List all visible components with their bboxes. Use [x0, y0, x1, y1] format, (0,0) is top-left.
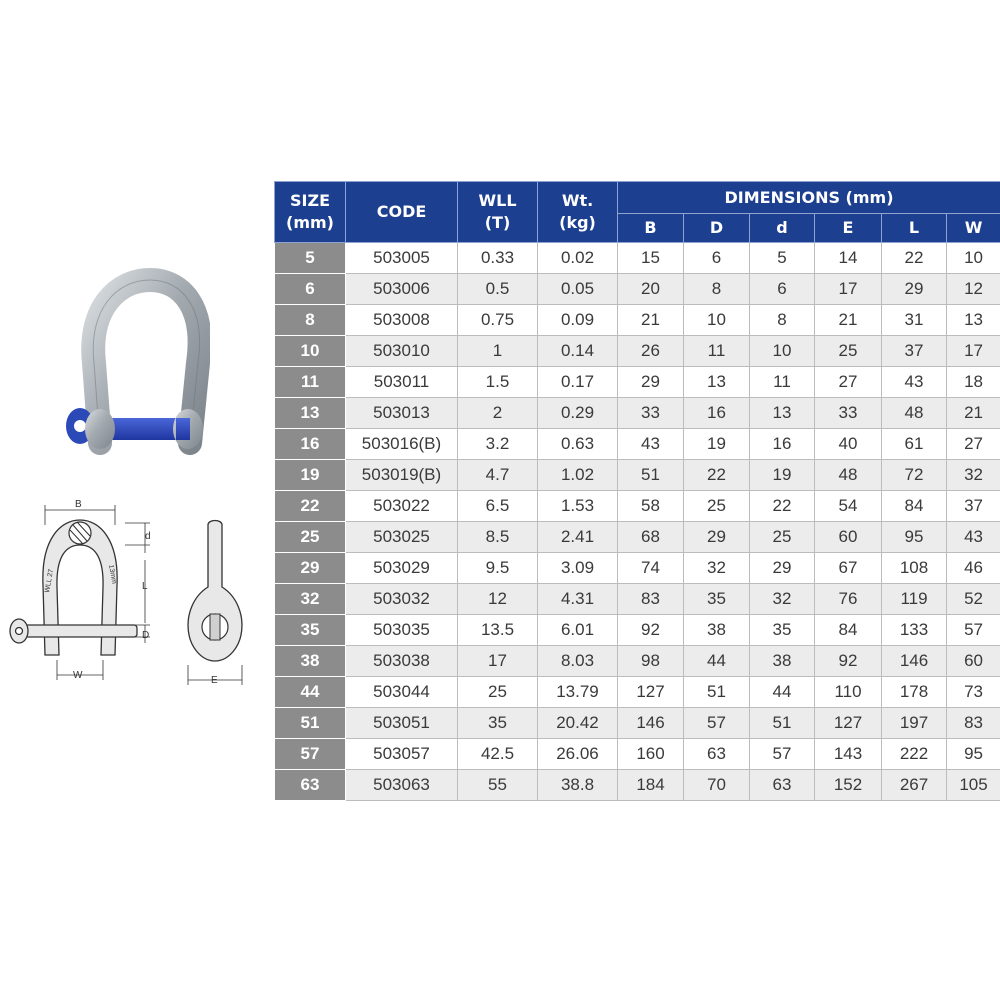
- table-row: [275, 429, 1000, 460]
- cell-size: 8: [275, 305, 346, 336]
- cell-d: 57: [750, 739, 815, 770]
- cell-b: 68: [618, 522, 684, 553]
- dim-w-label: W: [73, 670, 83, 681]
- cell-wt: 0.29: [538, 398, 618, 429]
- cell-b: 74: [618, 553, 684, 584]
- cell-l: 29: [882, 274, 947, 305]
- cell-code: 503011: [346, 367, 458, 398]
- cell-l: 146: [882, 646, 947, 677]
- cell-b: 184: [618, 770, 684, 801]
- dim-l-label: L: [142, 581, 148, 592]
- header-weight: Wt. (kg): [538, 182, 618, 243]
- header-dim-d: d: [750, 214, 815, 243]
- table-row: [275, 336, 1000, 367]
- header-code: CODE: [346, 182, 458, 243]
- cell-b: 58: [618, 491, 684, 522]
- cell-D: 10: [684, 305, 750, 336]
- stamp-size: 13mm: [107, 564, 118, 585]
- cell-e: 33: [815, 398, 882, 429]
- cell-b: 15: [618, 243, 684, 274]
- cell-w: 37: [947, 491, 1000, 522]
- cell-b: 160: [618, 739, 684, 770]
- cell-b: 26: [618, 336, 684, 367]
- cell-d: 63: [750, 770, 815, 801]
- cell-size: 22: [275, 491, 346, 522]
- table-row: [275, 770, 1000, 801]
- cell-D: 63: [684, 739, 750, 770]
- cell-w: 46: [947, 553, 1000, 584]
- cell-e: 67: [815, 553, 882, 584]
- table-row: [275, 615, 1000, 646]
- shackle-side-diagram: [180, 515, 250, 690]
- cell-l: 37: [882, 336, 947, 367]
- cell-wll: 42.5: [458, 739, 538, 770]
- cell-code: 503025: [346, 522, 458, 553]
- cell-D: 22: [684, 460, 750, 491]
- cell-wt: 26.06: [538, 739, 618, 770]
- cell-code: 503006: [346, 274, 458, 305]
- cell-wll: 1.5: [458, 367, 538, 398]
- cell-d: 19: [750, 460, 815, 491]
- cell-d: 22: [750, 491, 815, 522]
- cell-w: 18: [947, 367, 1000, 398]
- cell-D: 25: [684, 491, 750, 522]
- cell-l: 22: [882, 243, 947, 274]
- cell-e: 92: [815, 646, 882, 677]
- cell-code: 503044: [346, 677, 458, 708]
- cell-wll: 0.5: [458, 274, 538, 305]
- cell-code: 503010: [346, 336, 458, 367]
- cell-l: 61: [882, 429, 947, 460]
- header-dim-D: D: [684, 214, 750, 243]
- table-row: [275, 739, 1000, 770]
- table-row: [275, 553, 1000, 584]
- cell-D: 57: [684, 708, 750, 739]
- cell-w: 32: [947, 460, 1000, 491]
- cell-wt: 0.14: [538, 336, 618, 367]
- cell-wt: 8.03: [538, 646, 618, 677]
- cell-e: 40: [815, 429, 882, 460]
- header-dim-l: L: [882, 214, 947, 243]
- table-row: [275, 274, 1000, 305]
- cell-wll: 6.5: [458, 491, 538, 522]
- cell-size: 16: [275, 429, 346, 460]
- cell-d: 38: [750, 646, 815, 677]
- cell-code: 503016(B): [346, 429, 458, 460]
- cell-D: 11: [684, 336, 750, 367]
- table-row: [275, 522, 1000, 553]
- cell-l: 197: [882, 708, 947, 739]
- cell-d: 11: [750, 367, 815, 398]
- cell-wt: 20.42: [538, 708, 618, 739]
- cell-size: 29: [275, 553, 346, 584]
- header-dim-w: W: [947, 214, 1000, 243]
- cell-e: 27: [815, 367, 882, 398]
- cell-D: 70: [684, 770, 750, 801]
- cell-l: 84: [882, 491, 947, 522]
- cell-size: 19: [275, 460, 346, 491]
- table-row: [275, 305, 1000, 336]
- cell-e: 76: [815, 584, 882, 615]
- cell-w: 52: [947, 584, 1000, 615]
- cell-size: 6: [275, 274, 346, 305]
- cell-code: 503013: [346, 398, 458, 429]
- cell-wll: 17: [458, 646, 538, 677]
- cell-D: 6: [684, 243, 750, 274]
- cell-e: 17: [815, 274, 882, 305]
- cell-d: 16: [750, 429, 815, 460]
- dim-e-label: E: [211, 675, 218, 686]
- cell-wt: 0.17: [538, 367, 618, 398]
- cell-code: 503029: [346, 553, 458, 584]
- cell-w: 10: [947, 243, 1000, 274]
- cell-e: 152: [815, 770, 882, 801]
- cell-size: 44: [275, 677, 346, 708]
- header-dim-b: B: [618, 214, 684, 243]
- cell-b: 92: [618, 615, 684, 646]
- cell-e: 21: [815, 305, 882, 336]
- cell-code: 503005: [346, 243, 458, 274]
- cell-code: 503063: [346, 770, 458, 801]
- table-row: [275, 646, 1000, 677]
- cell-wt: 0.02: [538, 243, 618, 274]
- cell-e: 84: [815, 615, 882, 646]
- stamp-wll: WLL 27: [44, 568, 56, 594]
- cell-b: 43: [618, 429, 684, 460]
- cell-code: 503032: [346, 584, 458, 615]
- cell-b: 83: [618, 584, 684, 615]
- cell-wt: 0.05: [538, 274, 618, 305]
- cell-wt: 1.02: [538, 460, 618, 491]
- cell-l: 48: [882, 398, 947, 429]
- cell-size: 11: [275, 367, 346, 398]
- cell-size: 32: [275, 584, 346, 615]
- shackle-photo-icon: [60, 268, 210, 473]
- cell-size: 38: [275, 646, 346, 677]
- cell-e: 48: [815, 460, 882, 491]
- cell-D: 19: [684, 429, 750, 460]
- cell-size: 63: [275, 770, 346, 801]
- cell-l: 178: [882, 677, 947, 708]
- cell-b: 20: [618, 274, 684, 305]
- cell-l: 222: [882, 739, 947, 770]
- header-wll: WLL (T): [458, 182, 538, 243]
- cell-w: 60: [947, 646, 1000, 677]
- cell-wll: 4.7: [458, 460, 538, 491]
- cell-wll: 35: [458, 708, 538, 739]
- cell-wt: 38.8: [538, 770, 618, 801]
- cell-w: 83: [947, 708, 1000, 739]
- cell-d: 10: [750, 336, 815, 367]
- cell-wll: 0.75: [458, 305, 538, 336]
- cell-l: 72: [882, 460, 947, 491]
- cell-e: 110: [815, 677, 882, 708]
- table-body: [275, 243, 1000, 801]
- cell-w: 95: [947, 739, 1000, 770]
- cell-D: 8: [684, 274, 750, 305]
- cell-e: 60: [815, 522, 882, 553]
- specification-table: [274, 181, 1000, 801]
- table-row: [275, 367, 1000, 398]
- cell-d: 35: [750, 615, 815, 646]
- cell-b: 21: [618, 305, 684, 336]
- dim-d-large-label: D: [142, 630, 150, 641]
- cell-wt: 6.01: [538, 615, 618, 646]
- cell-size: 35: [275, 615, 346, 646]
- dim-b-label: B: [75, 499, 82, 510]
- cell-code: 503038: [346, 646, 458, 677]
- table-row: [275, 677, 1000, 708]
- cell-w: 105: [947, 770, 1000, 801]
- cell-b: 146: [618, 708, 684, 739]
- cell-wll: 1: [458, 336, 538, 367]
- table-row: [275, 708, 1000, 739]
- cell-w: 27: [947, 429, 1000, 460]
- cell-l: 119: [882, 584, 947, 615]
- cell-e: 143: [815, 739, 882, 770]
- cell-wll: 55: [458, 770, 538, 801]
- cell-code: 503035: [346, 615, 458, 646]
- cell-D: 38: [684, 615, 750, 646]
- cell-size: 13: [275, 398, 346, 429]
- cell-b: 33: [618, 398, 684, 429]
- cell-wt: 2.41: [538, 522, 618, 553]
- cell-e: 14: [815, 243, 882, 274]
- cell-D: 51: [684, 677, 750, 708]
- cell-d: 51: [750, 708, 815, 739]
- cell-l: 43: [882, 367, 947, 398]
- table-row: [275, 460, 1000, 491]
- table-row: [275, 398, 1000, 429]
- cell-wll: 3.2: [458, 429, 538, 460]
- cell-wll: 25: [458, 677, 538, 708]
- table-row: [275, 584, 1000, 615]
- header-size: SIZE (mm): [275, 182, 346, 243]
- cell-D: 13: [684, 367, 750, 398]
- cell-l: 31: [882, 305, 947, 336]
- cell-wll: 0.33: [458, 243, 538, 274]
- header-dimensions: DIMENSIONS (mm): [618, 182, 1000, 214]
- cell-wt: 1.53: [538, 491, 618, 522]
- cell-wt: 13.79: [538, 677, 618, 708]
- cell-size: 10: [275, 336, 346, 367]
- cell-d: 29: [750, 553, 815, 584]
- cell-wt: 3.09: [538, 553, 618, 584]
- cell-size: 5: [275, 243, 346, 274]
- cell-b: 51: [618, 460, 684, 491]
- cell-e: 127: [815, 708, 882, 739]
- shackle-front-diagram: [5, 495, 165, 695]
- cell-w: 57: [947, 615, 1000, 646]
- cell-w: 21: [947, 398, 1000, 429]
- cell-d: 5: [750, 243, 815, 274]
- cell-wll: 9.5: [458, 553, 538, 584]
- cell-w: 17: [947, 336, 1000, 367]
- cell-wll: 13.5: [458, 615, 538, 646]
- cell-d: 13: [750, 398, 815, 429]
- dim-d-small-label: d: [145, 531, 151, 542]
- cell-d: 32: [750, 584, 815, 615]
- cell-d: 25: [750, 522, 815, 553]
- cell-b: 127: [618, 677, 684, 708]
- cell-b: 29: [618, 367, 684, 398]
- cell-D: 32: [684, 553, 750, 584]
- table-row: [275, 491, 1000, 522]
- cell-w: 12: [947, 274, 1000, 305]
- cell-D: 16: [684, 398, 750, 429]
- cell-wll: 8.5: [458, 522, 538, 553]
- cell-l: 108: [882, 553, 947, 584]
- cell-code: 503057: [346, 739, 458, 770]
- cell-w: 73: [947, 677, 1000, 708]
- header-dim-e: E: [815, 214, 882, 243]
- cell-w: 43: [947, 522, 1000, 553]
- cell-d: 6: [750, 274, 815, 305]
- cell-wt: 0.63: [538, 429, 618, 460]
- cell-D: 44: [684, 646, 750, 677]
- cell-wll: 2: [458, 398, 538, 429]
- cell-size: 57: [275, 739, 346, 770]
- cell-size: 25: [275, 522, 346, 553]
- cell-l: 95: [882, 522, 947, 553]
- table-row: [275, 243, 1000, 274]
- cell-l: 267: [882, 770, 947, 801]
- cell-wt: 0.09: [538, 305, 618, 336]
- cell-d: 44: [750, 677, 815, 708]
- cell-code: 503019(B): [346, 460, 458, 491]
- cell-code: 503051: [346, 708, 458, 739]
- cell-D: 29: [684, 522, 750, 553]
- cell-code: 503022: [346, 491, 458, 522]
- cell-code: 503008: [346, 305, 458, 336]
- cell-b: 98: [618, 646, 684, 677]
- cell-D: 35: [684, 584, 750, 615]
- cell-d: 8: [750, 305, 815, 336]
- cell-wll: 12: [458, 584, 538, 615]
- cell-e: 25: [815, 336, 882, 367]
- cell-w: 13: [947, 305, 1000, 336]
- cell-e: 54: [815, 491, 882, 522]
- cell-l: 133: [882, 615, 947, 646]
- cell-size: 51: [275, 708, 346, 739]
- cell-wt: 4.31: [538, 584, 618, 615]
